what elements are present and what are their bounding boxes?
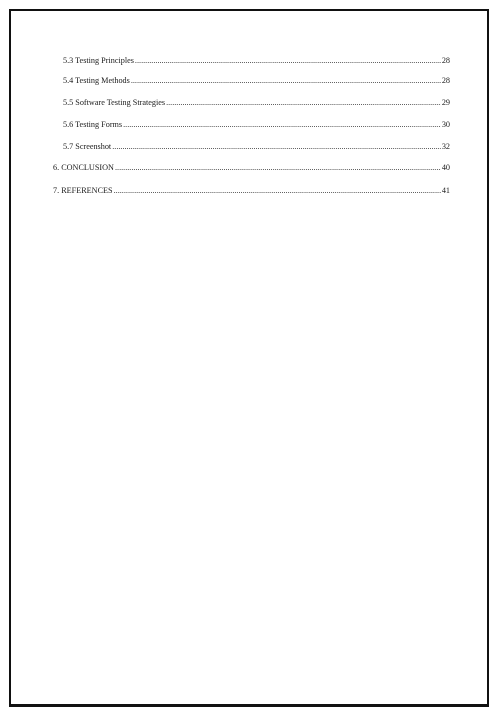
toc-entry-conclusion[interactable] bbox=[53, 162, 450, 174]
toc-entry-label: 5.6 Testing Forms bbox=[63, 120, 123, 129]
toc-entry-testing-principles[interactable] bbox=[63, 55, 450, 67]
document-page bbox=[9, 9, 489, 707]
toc-entry-label: 5.7 Screenshot bbox=[63, 142, 112, 151]
toc-entry-label: 5.5 Software Testing Strategies bbox=[63, 98, 166, 107]
toc-entry-label: 6. CONCLUSION bbox=[53, 163, 114, 172]
toc-page-number: 41 bbox=[441, 186, 450, 195]
toc-entry-label: 5.4 Testing Methods bbox=[63, 76, 130, 85]
toc-entry-software-testing-strategies[interactable] bbox=[63, 97, 450, 109]
toc-dot-leader bbox=[114, 185, 441, 197]
toc-page-number: 28 bbox=[441, 56, 450, 65]
toc-dot-leader bbox=[123, 119, 441, 131]
toc-entry-references[interactable] bbox=[53, 185, 450, 197]
toc-entry-testing-methods[interactable] bbox=[63, 75, 450, 87]
toc-dot-leader bbox=[131, 75, 441, 87]
toc-entry-screenshot[interactable] bbox=[63, 141, 450, 153]
toc-page-number: 32 bbox=[441, 142, 450, 151]
toc-entry-label: 7. REFERENCES bbox=[53, 186, 113, 195]
toc-page-number: 29 bbox=[441, 98, 450, 107]
toc-page-number: 40 bbox=[441, 163, 450, 172]
toc-dot-leader bbox=[115, 162, 441, 174]
toc-entry-testing-forms[interactable] bbox=[63, 119, 450, 131]
toc-page-number: 28 bbox=[441, 76, 450, 85]
toc-dot-leader bbox=[166, 97, 441, 109]
toc-dot-leader bbox=[135, 55, 441, 67]
toc-dot-leader bbox=[112, 141, 441, 153]
toc-entry-label: 5.3 Testing Principles bbox=[63, 56, 134, 65]
toc-page-number: 30 bbox=[441, 120, 450, 129]
